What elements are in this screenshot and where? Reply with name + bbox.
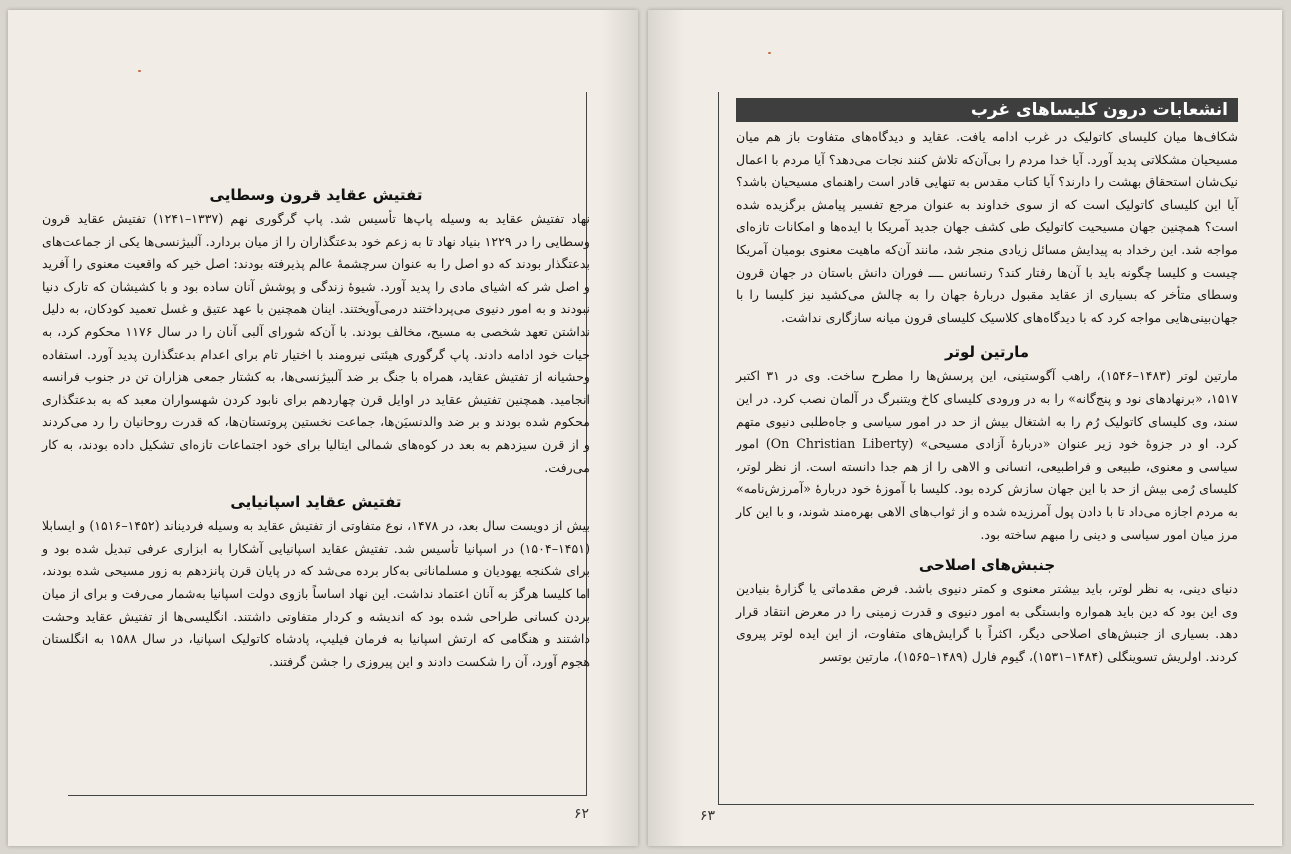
paper-speck	[768, 52, 771, 54]
column-rule	[718, 92, 719, 804]
gutter-shadow	[648, 10, 684, 846]
section-heading-medieval-inquisition: تفتیش عقاید قرون وسطایی	[209, 186, 423, 204]
section-heading-reform-movements: جنبش‌های اصلاحی	[918, 556, 1056, 575]
left-page	[8, 10, 638, 846]
section-body-western-schisms: شکاف‌ها میان کلیسای کاتولیک در غرب ادامه یافت. عقاید و دیدگاه‌های متفاوت باز هم میان مسیحیان مشکلاتی پدید آورد. آیا خدا مردم را بی‌آن‌که تلاش کنند نجات می‌دهد؟ آیا مردم با اعمال نیک‌شان استحقاق بهشت را دارند؟ آیا کتاب مقدس به تنهایی قادر است راهنمای مسیحیان باشد؟ آیا این کلیسای کاتولیک است که از سوی خداوند به عنوان مرجع تفسیر پیامش برگزیده شده است؟ همچنین جهان مسیحیت کاتولیک طی کشف جهان جدید آمریکا با ایده‌ها و امکانات تازه‌ای مواجه شد. این رخداد به پیدایش مسائل زیادی منجر شد، مانند آن‌که ماهیت معنوی بومیان آمریکا چیست و کلیسا چگونه باید با آن‌ها رفتار کند؟ رنسانس ــــ فوران دانش باستان در جهان قرون وسطای متأخر که بسیاری از عقاید مقبول دربارهٔ جهان را به چالش می‌کشید نیز کلیسا را با جهان‌بینی‌هایی مواجه کرد که با دیدگاه‌های کلاسیک کلیسای قرون میانه سازگاری نداشت.	[736, 129, 1238, 325]
paper-speck	[138, 70, 141, 72]
section-body-medieval-inquisition: نهاد تفتیش عقاید به وسیله پاپ‌ها تأسیس شد. پاپ گرگوری نهم (۱۳۳۷–۱۲۴۱) تفتیش عقاید قرون وسطایی را در ۱۲۲۹ بنیاد نهاد تا به زعم خود بدعتگذاران را از میان بردارد. آلبیژنسی‌ها یکی از جماعت‌های بدعتگذار بودند که دو اصل را به عنوان سرچشمهٔ عالم پذیرفته بودند: اصل خیر که واقعیت معنوی را آفرید و اصل شر که اشیای مادی را پدید آورد. شیوهٔ زندگی و پوشش آنان ساده بود و با کشیشان که تارک دنیا نبودند و به امور دنیوی می‌پرداختند درمی‌آویختند. اینان همچنین با عهد عتیق و غسل تعمید کودکان، به دلیل نداشتن تعهد شخصی به مسیح، مخالف بودند. با آن‌که شورای آلبی آنان را در سال ۱۱۷۶ محکوم کرد، به حیات خود ادامه دادند. پاپ گرگوری هیئتی نیرومند با اختیار تام برای اعدام بدعتگذارن پدید آورد. استفاده وحشیانه از تفتیش عقاید، همراه با جنگ بر ضد آلبیژنسی‌ها، به کشتار جمعی هزاران تن در جنوب فرانسه انجامید. همچنین تفتیش عقاید در اوایل قرن چهاردهم برای نابود کردن شهسواران معبد که به بدعتگذاری محکوم شده بودند و بر ضد والدنسیَن‌ها، جماعت نخستین پروتستان‌ها، که قدرت روحانیان را رد می‌کردند و از قرن سیزدهم به بعد در کوه‌های شمالی ایتالیا برای خود اجتماعات تازه‌ای تشکیل داده بودند، به کار می‌رفت.	[42, 211, 590, 475]
gutter-shadow	[602, 10, 638, 846]
page-number-left: ۶۲	[574, 806, 590, 822]
chapter-banner: انشعابات درون کلیساهای غرب	[736, 98, 1238, 122]
left-column	[42, 180, 590, 673]
section-heading-spanish-inquisition: تفتیش عقاید اسپانیایی	[230, 493, 402, 512]
right-page	[648, 10, 1282, 846]
section-heading-martin-luther: مارتین لوتر	[944, 343, 1030, 362]
section-body-reform-movements: دنیای دینی، به نظر لوتر، باید بیشتر معنوی و کمتر دنیوی باشد. فرض مقدماتی یا گزارهٔ بنیادین وی این بود که دین باید همواره وابستگی به امور دنیوی و قدرت زمینی را در معرض انتقاد قرار دهد. بسیاری از جنبش‌های اصلاحی دیگر، اکثراً با گرایش‌های متفاوت، از این ایده لوتر پیروی کردند. اولریش تسوینگلی (۱۴۸۴–۱۵۳۱)، گیوم فارل (۱۴۸۹–۱۵۶۵)، مارتین بوتسر	[736, 581, 1238, 664]
section-body-spanish-inquisition: بیش از دویست سال بعد، در ۱۴۷۸، نوع متفاوتی از تفتیش عقاید به وسیله فردیناند (۱۴۵۲–۱۵۱۶) و ایسابلا (۱۴۵۱–۱۵۰۴) در اسپانیا تأسیس شد. تفتیش عقاید اسپانیایی آشکارا به ابزاری عرفی تبدیل شده بود و برای شکنجه یهودیان و مسلمانانی به‌کار برده می‌شد که در پایان قرن پانزدهم به زور مسیحی شده بودند، اما کلیسا هرگز به آنان اعتماد نداشت. این نهاد اساساً بازوی دولت اسپانیا به‌شمار می‌رفت و برای از میان بردن کسانی طراحی شده بود که اندیشه و کردار متفاوتی داشتند. انگلیسی‌ها از تفتیش عقاید وحشت داشتند و هنگامی که ارتش اسپانیا به فرمان فیلیپ، پادشاه کاتولیک اسپانیا، در سال ۱۵۸۸ به انگلستان هجوم آورد، آن را شکست دادند و این پیروزی را جشن گرفتند.	[42, 518, 590, 669]
page-number-right: ۶۳	[700, 808, 716, 824]
bottom-rule	[718, 804, 1254, 805]
section-body-martin-luther: مارتین لوتر (۱۴۸۳–۱۵۴۶)، راهب آگوستینی، این پرسش‌ها را مطرح ساخت. وی در ۳۱ اکتبر ۱۵۱۷، «برنهادهای نود و پنج‌گانه» را به در ورودی کلیسای کاخ ویتنبرگ در آلمان نصب کرد. در این سند، وی کلیسای کاتولیک رُم را به اشتغال بیش از حد در امور سیاسی و جاه‌طلبی دنیوی متهم کرد. او در جزوهٔ خود زیر عنوان «دربارهٔ آزادی مسیحی» (On Christian Liberty) امور سیاسی و معنوی، طبیعی و فراطبیعی، انسانی و الاهی را از هم جدا دانسته است. از نظر لوتر، کلیسای رُمی بیش از حد با این جهان سازش کرده بود. کلیسا با آموزهٔ خود دربارهٔ «آمرزش‌نامه» به مردم اجازه می‌داد تا با دادن پول آمرزیده شده و از ثواب‌های الاهی بهره‌مند شوند، و با این کار مرز میان امور سیاسی و دینی را مبهم ساخته بود.	[736, 368, 1239, 542]
bottom-rule	[68, 795, 587, 796]
right-column	[736, 98, 1238, 668]
